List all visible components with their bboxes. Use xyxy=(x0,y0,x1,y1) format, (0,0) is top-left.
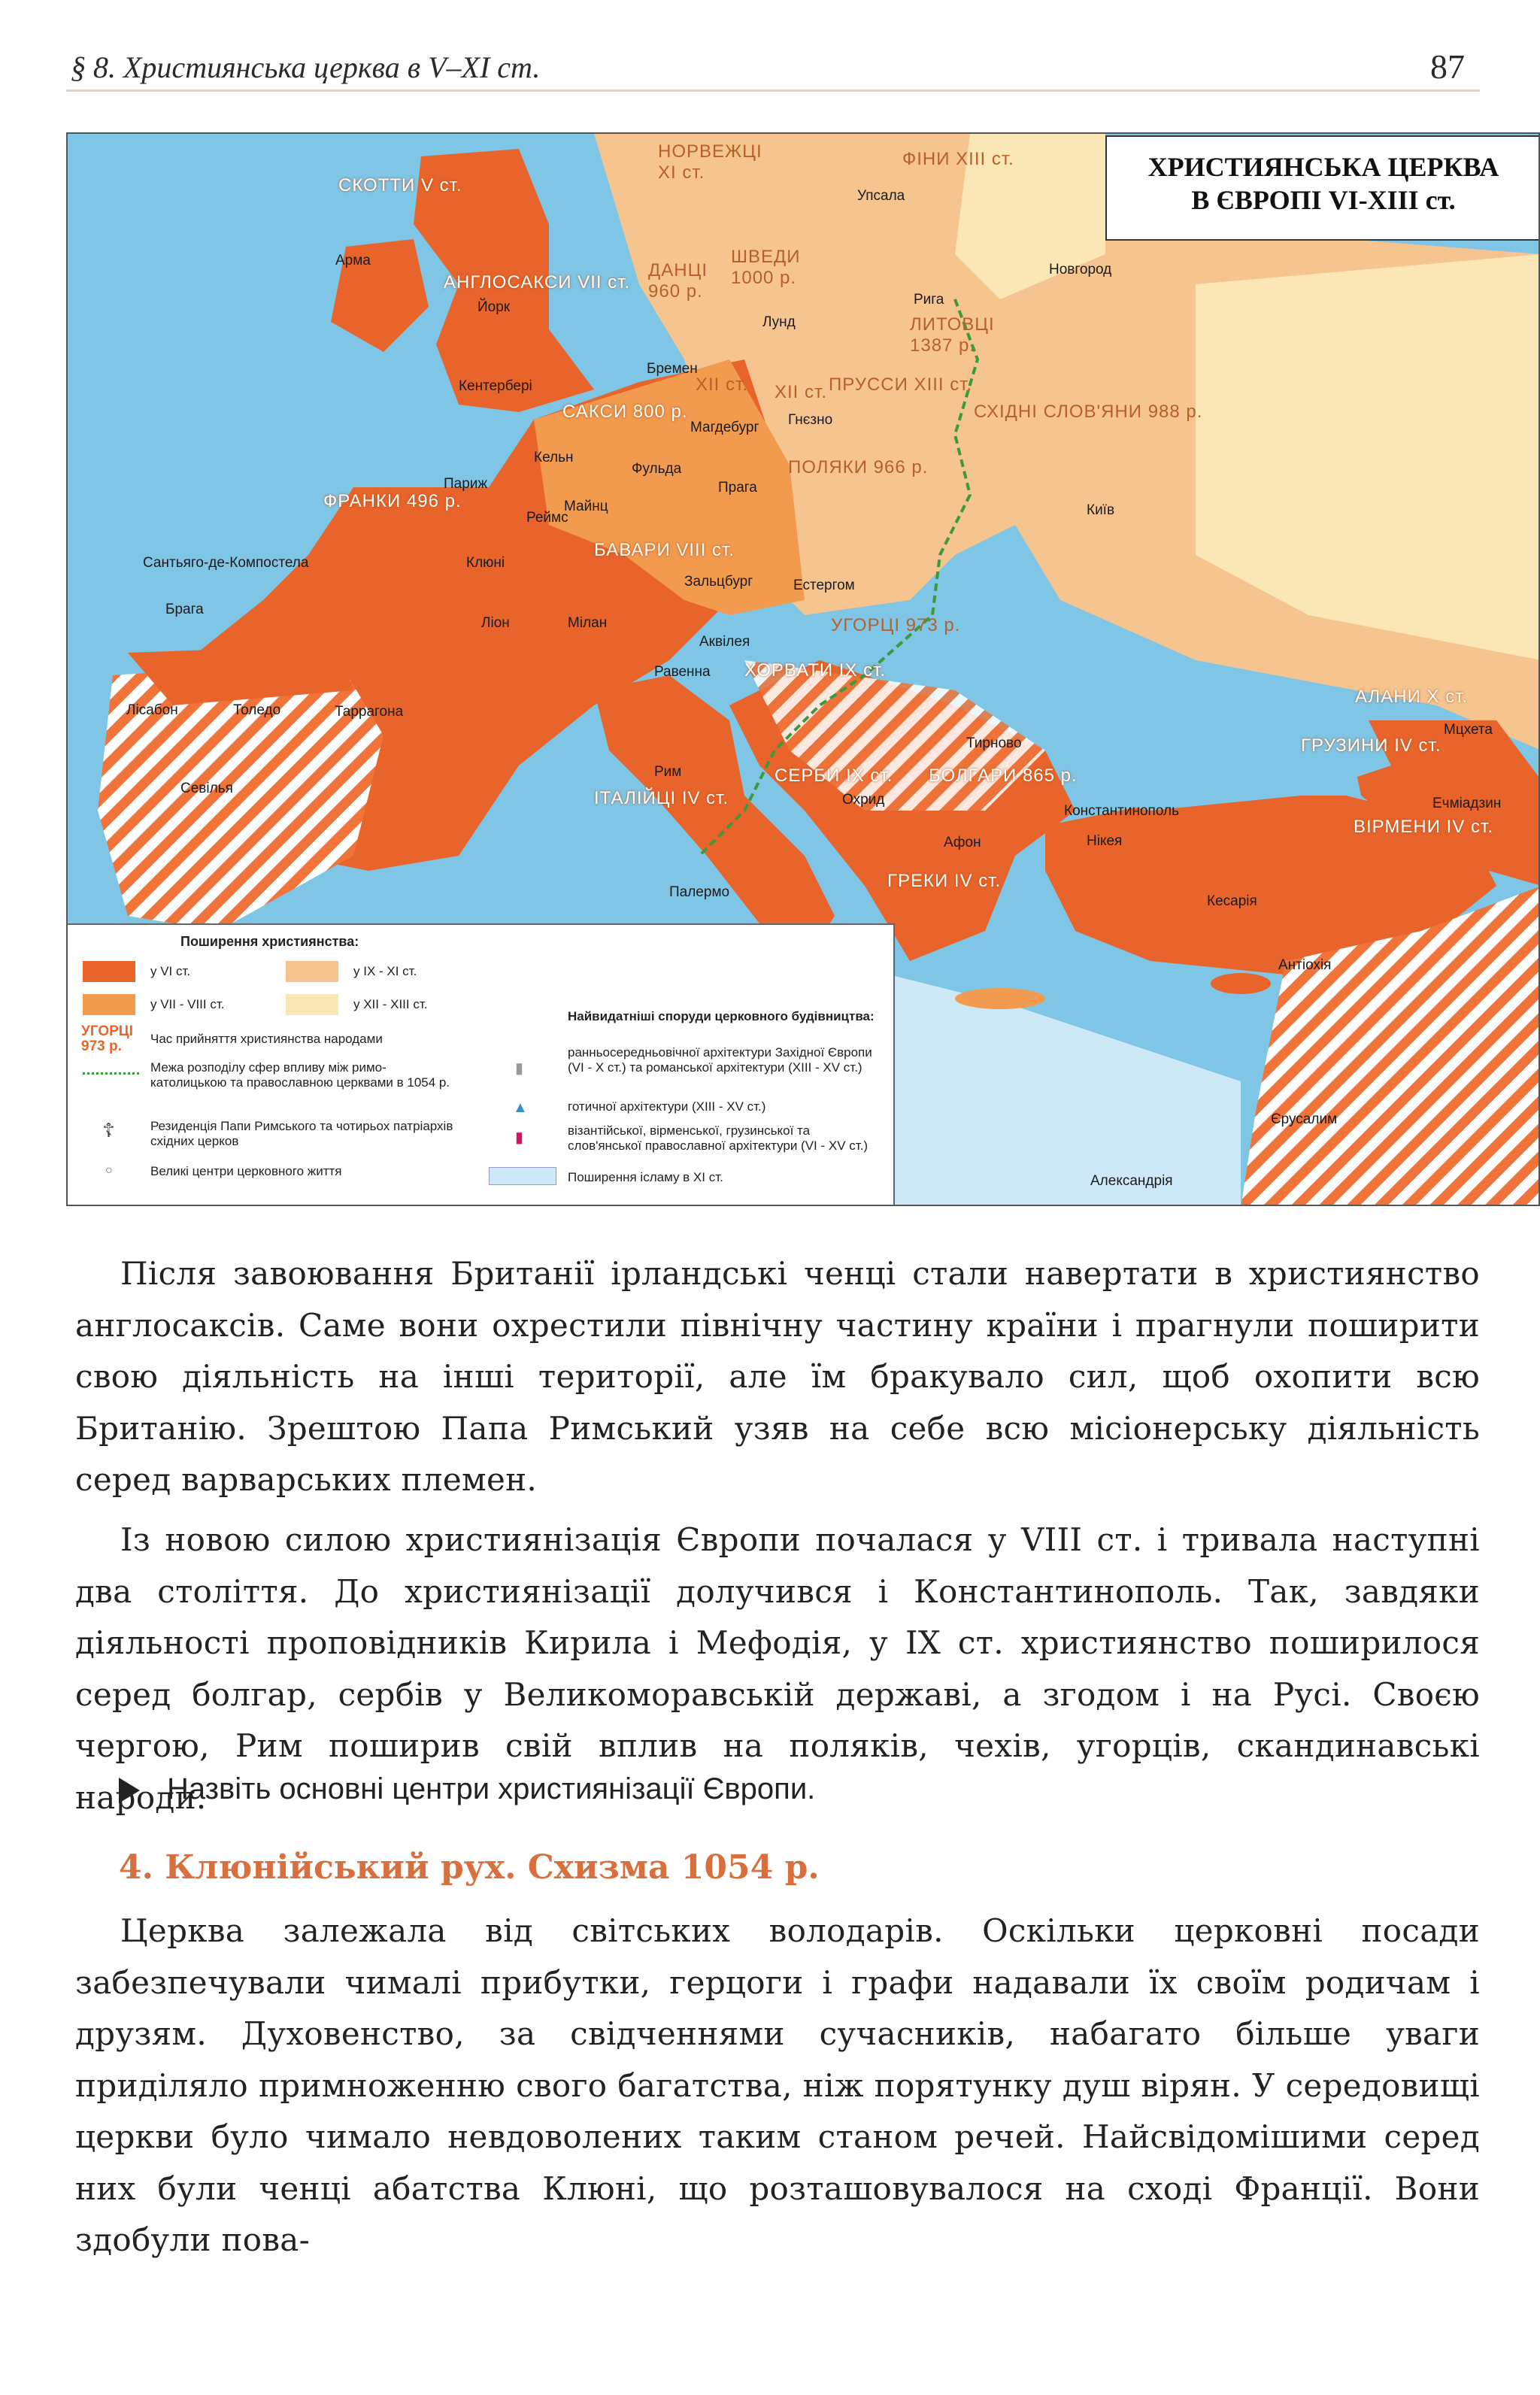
legend-centers: Великі центри церковного життя xyxy=(150,1164,342,1178)
label-nikeia: Нікея xyxy=(1087,833,1123,849)
label-arma: Арма xyxy=(335,253,371,268)
label-franky: ФРАНКИ 496 р. xyxy=(323,491,462,511)
paragraph-1: Після завоювання Британії ірландські ченці стали навертати в християнство англосаксів. Саме вони охрестили північну частину країни і прагнули поширити свою діяльність на інші території, але їм бракувало сил, щоб охопити всю Британію. Зрештою Папа Римський узяв на себе всю місіонерську діяльність серед варварських племен. xyxy=(75,1255,1480,1498)
legend-byzantine: візантійської, вірменської, грузинської та слов'янської православної архітектури (VI - XV ст.) xyxy=(568,1123,869,1153)
label-skotty: СКОТТИ V ст. xyxy=(338,175,462,196)
map-title-line1: ХРИСТИЯНСЬКА ЦЕРКВА xyxy=(1147,152,1499,182)
label-shvedy: ШВЕДИ 1000 р. xyxy=(731,247,801,288)
label-virmeny: ВІРМЕНИ IV ст. xyxy=(1354,817,1494,837)
label-okhrid: Охрид xyxy=(842,792,885,808)
map-title-line2: В ЄВРОПІ VI-XIII ст. xyxy=(1191,185,1456,215)
label-ravenna: Равенна xyxy=(654,664,711,680)
romanesque-icon: ▮ xyxy=(515,1060,524,1077)
legend-adoption: Час прийняття християнства народами xyxy=(150,1032,383,1046)
label-lytovtsi: ЛИТОВЦІ 1387 р. xyxy=(910,314,995,356)
label-santiago: Сантьяго-де-Компостела xyxy=(143,555,309,571)
cross-icon: ☦ xyxy=(102,1119,115,1141)
label-lund: Лунд xyxy=(762,314,796,330)
legend-romanesque: ранньосередньовічної архітектури Західної Європи (VI - X ст.) та романської архітектури (XIII - XV ст.) xyxy=(568,1045,872,1075)
iberia-islam-region xyxy=(98,660,383,931)
legend-vii-viii: у VII - VIII ст. xyxy=(150,997,225,1011)
legend-vi: у VI ст. xyxy=(150,964,191,978)
legend-xii-xiii: у XII - XIII ст. xyxy=(353,997,428,1011)
label-greky: ГРЕКИ IV ст. xyxy=(887,871,1002,891)
label-saksy: САКСИ 800 р. xyxy=(562,402,688,422)
label-milan: Мілан xyxy=(568,615,608,631)
legend-swatch-xii-xiii xyxy=(286,994,338,1015)
running-head xyxy=(66,47,1480,92)
label-uhortsi: УГОРЦІ 973 р. xyxy=(831,615,961,635)
label-kliuni: Клюні xyxy=(466,555,505,571)
label-prussy: ПРУССИ XIII ст. xyxy=(829,374,973,395)
label-skhidni: СХІДНІ СЛОВ'ЯНИ 988 р. xyxy=(974,402,1203,422)
label-bavary: БАВАРИ VIII ст. xyxy=(594,540,735,560)
label-sevilia: Севілья xyxy=(180,781,233,796)
label-esterhom: Естергом xyxy=(793,578,855,593)
label-praha: Прага xyxy=(718,480,757,496)
label-hruzyny: ГРУЗИНИ IV ст. xyxy=(1301,735,1441,756)
label-dantsi: ДАНЦІ 960 р. xyxy=(648,260,708,302)
black-sea xyxy=(1075,705,1391,811)
label-tyrnovo: Тирново xyxy=(966,735,1022,751)
label-akvileia: Аквілея xyxy=(699,634,750,650)
cyprus-island xyxy=(1211,973,1271,994)
legend-sample-label: УГОРЦІ 973 р. xyxy=(81,1023,133,1054)
label-polyaky: ПОЛЯКИ 966 р. xyxy=(788,457,929,477)
task-text: Назвіть основні центри християнізації Європи. xyxy=(167,1772,816,1805)
task-prompt xyxy=(119,1772,815,1806)
label-finy: ФІНИ XIII ст. xyxy=(902,149,1014,169)
label-afon: Афон xyxy=(944,835,981,850)
crete-island xyxy=(955,988,1045,1009)
paragraph-3: Церква залежала від світських володарів. Оскільки церковні посади забезпечували чималі прибутки, герцоги і графи надавали їх своїм родичам і друзям. Духовенство, за свідченнями сучасників, набагато більше уваги приділяло примноженню свого багатства, ніж порятунку душ вірян. У середовищі церкви було чимало невдоволених таким станом речей. Найсвідомішими серед них були ченці абатства Клюні, що розташовувалося на сході Франції. Вони здобули пова- xyxy=(75,1912,1480,2258)
label-paryzh: Париж xyxy=(444,476,488,492)
byzantine-icon: ▮ xyxy=(515,1129,524,1146)
label-alany: АЛАНИ X ст. xyxy=(1355,687,1469,707)
section-title: § 8. Християнська церква в V–XI ст. xyxy=(71,50,541,84)
label-khorvaty: ХОРВАТИ IX ст. xyxy=(744,660,887,681)
page-number: 87 xyxy=(1430,47,1465,86)
label-konstantynopol: Константинополь xyxy=(1064,803,1179,819)
label-norvezhtsi: НОРВЕЖЦІ XI ст. xyxy=(658,141,762,183)
circle-icon: ○ xyxy=(105,1164,113,1177)
label-braga: Брага xyxy=(165,602,204,617)
label-aleksandriia: Александрія xyxy=(1090,1173,1173,1189)
label-koln: Кельн xyxy=(534,450,574,465)
label-tarragona: Таррагона xyxy=(335,704,404,720)
label-yerusalym: Єрусалим xyxy=(1271,1111,1338,1127)
label-bremen: Бремен xyxy=(647,361,698,377)
legend-swatch-ix-xi xyxy=(286,961,338,982)
label-riga: Рига xyxy=(914,292,944,308)
label-york: Йорк xyxy=(477,299,511,315)
map-legend xyxy=(68,923,895,1206)
label-bolhary: БОЛГАРИ 865 р. xyxy=(929,765,1078,786)
label-maints: Майнц xyxy=(564,499,608,514)
legend-swatch-vii-viii xyxy=(83,994,135,1015)
label-serby: СЕРБИ IX ст. xyxy=(775,765,893,786)
label-echmiadzin: Ечміадзин xyxy=(1432,796,1502,811)
label-palermo: Палермо xyxy=(669,884,730,900)
label-uppsala: Упсала xyxy=(857,188,905,204)
label-italiitsi: ІТАЛІЙЦІ IV ст. xyxy=(594,788,729,808)
label-kyiv: Київ xyxy=(1087,502,1115,518)
label-antiokhiia: Антіохія xyxy=(1278,957,1332,973)
label-reims: Реймс xyxy=(526,510,568,526)
label-anglosaksy: АНГЛОСАКСИ VII ст. xyxy=(444,272,631,293)
label-toledo: Толедо xyxy=(233,702,281,718)
paragraph-2: Із новою силою християнізація Європи почалася у VIII ст. і тривала наступні два століття. До християнізації долучився і Константинополь. Так, завдяки діяльності проповідників Кирила і Мефодія, у IX ст. християнство поширилося серед болгар, сербів у Великоморавській державі, а згодом і на Русі. Своєю чергою, Рим поширив свій вплив на поляків, чехів, угорців, скандинавські народи. xyxy=(75,1521,1480,1816)
legend-boundary: Межа розподілу сфер впливу між римо-католицькою та православною церквами в 1054 р. xyxy=(150,1060,450,1090)
label-magdeburg: Магдебург xyxy=(690,420,759,435)
play-arrow-icon xyxy=(119,1778,140,1803)
historical-map xyxy=(66,132,1540,1206)
legend-ix-xi: у IX - XI ст. xyxy=(353,964,417,978)
legend-swatch-vi xyxy=(83,961,135,982)
legend-gothic: готичної архітектури (XIII - XV ст.) xyxy=(568,1099,766,1114)
legend-islam: Поширення ісламу в XI ст. xyxy=(568,1170,723,1184)
label-kesariia: Кесарія xyxy=(1207,893,1257,909)
label-xii-2: XII ст. xyxy=(775,382,828,402)
label-kenterberi: Кентербері xyxy=(459,378,532,394)
label-gniezno: Гнєзно xyxy=(788,412,833,428)
legend-swatch-islam xyxy=(489,1167,556,1185)
legend-boundary-line xyxy=(83,1072,139,1075)
label-lisabon: Лісабон xyxy=(126,702,178,718)
label-mtskheta: Мцхета xyxy=(1444,722,1493,738)
label-zaltsburg: Зальцбург xyxy=(684,574,753,590)
label-xii-1: XII ст. xyxy=(696,374,749,395)
section-heading: 4. Клюнійський рух. Схизма 1054 р. xyxy=(119,1848,820,1887)
map-title xyxy=(1105,135,1540,241)
legend-heading: Поширення християнства: xyxy=(180,934,359,949)
label-rym: Рим xyxy=(654,764,682,780)
gothic-icon: ▲ xyxy=(513,1099,528,1116)
label-fulda: Фульда xyxy=(632,461,682,477)
label-lion: Ліон xyxy=(481,615,510,631)
legend-residence: Резиденція Папи Римського та чотирьох патріархів східних церков xyxy=(150,1119,453,1148)
label-novgorod: Новгород xyxy=(1049,262,1112,277)
legend-buildings-heading: Найвидатніші споруди церковного будівництва: xyxy=(568,1009,875,1023)
